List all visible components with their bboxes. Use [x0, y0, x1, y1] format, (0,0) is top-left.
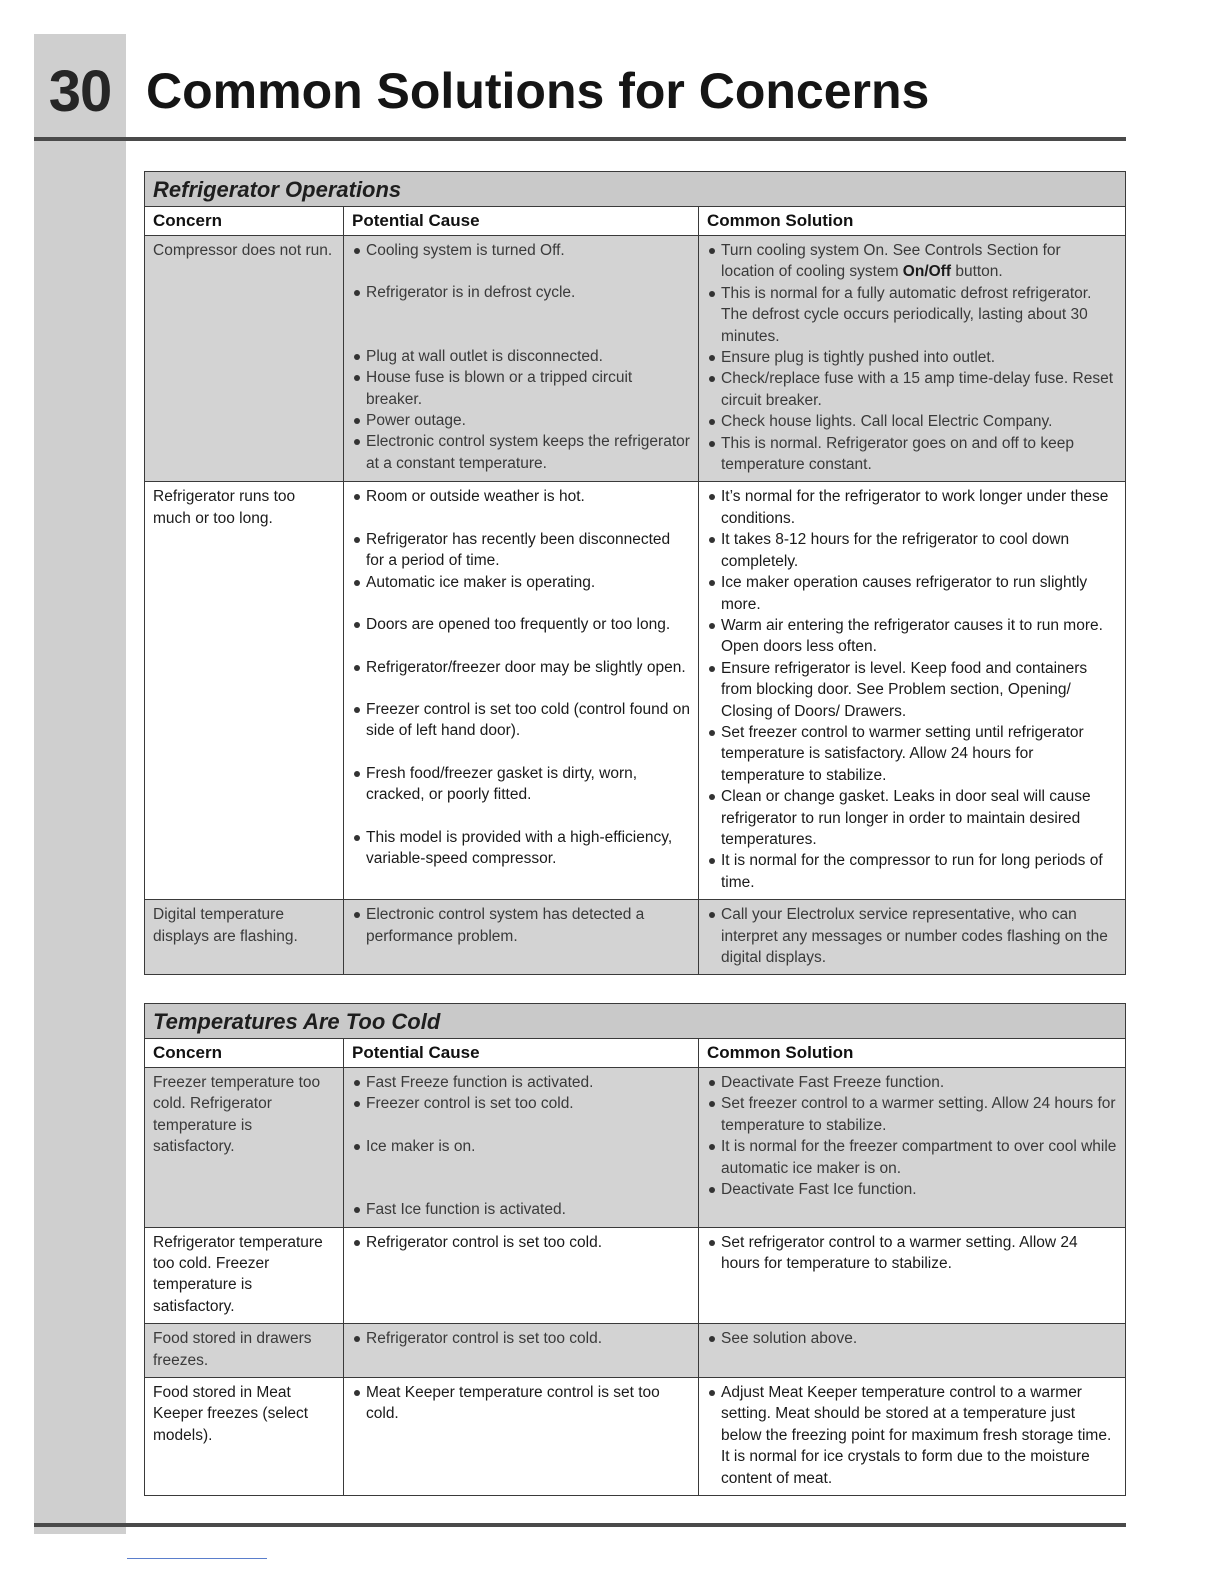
concern-cell: Compressor does not run.: [145, 236, 344, 482]
column-header-cause: Potential Cause: [344, 207, 699, 236]
solution-item: This is normal. Refrigerator goes on and off to keep temperature constant.: [707, 433, 1117, 476]
concern-cell: Food stored in Meat Keeper freezes (select models).: [145, 1378, 344, 1496]
solution-item: Set refrigerator control to a warmer setting. Allow 24 hours for temperature to stabilize.: [707, 1232, 1117, 1275]
solution-item: Ensure refrigerator is level. Keep food and containers from blocking door. See Problem section, Opening/ Closing of Doors/ Drawers.: [707, 658, 1117, 722]
cause-cell: [344, 900, 699, 975]
solution-item: Call your Electrolux service representative, who can interpret any messages or number codes flashing on the digital displays.: [707, 904, 1117, 968]
cause-item: Freezer control is set too cold.: [352, 1093, 690, 1114]
column-header-cause: Potential Cause: [344, 1039, 699, 1068]
solution-item: Warm air entering the refrigerator causes it to run more. Open doors less often.: [707, 615, 1117, 658]
cause-item: Doors are opened too frequently or too long.: [352, 614, 690, 635]
solution-cell: [699, 1378, 1126, 1496]
cause-item: Plug at wall outlet is disconnected.: [352, 346, 690, 367]
cause-item: Refrigerator control is set too cold.: [352, 1232, 690, 1253]
column-header-concern: Concern: [145, 207, 344, 236]
solution-item: Deactivate Fast Ice function.: [707, 1179, 1117, 1200]
refrigerator-operations-table: [144, 171, 1126, 975]
column-header-solution: Common Solution: [699, 1039, 1126, 1068]
table-row: [145, 1324, 1126, 1378]
footer-underline: [127, 1558, 267, 1559]
cause-cell: [344, 1324, 699, 1378]
cause-item: Fast Freeze function is activated.: [352, 1072, 690, 1093]
concern-cell: Freezer temperature too cold. Refrigerator temperature is satisfactory.: [145, 1068, 344, 1228]
table-row: [145, 900, 1126, 975]
header-rule: [34, 137, 1126, 141]
solution-item: Set freezer control to warmer setting until refrigerator temperature is satisfactory. Allow 24 hours for temperature to stabilize.: [707, 722, 1117, 786]
solution-item: Ensure plug is tightly pushed into outlet.: [707, 347, 1117, 368]
solution-item: Ice maker operation causes refrigerator to run slightly more.: [707, 572, 1117, 615]
table-row: [145, 1068, 1126, 1228]
solution-item: It takes 8-12 hours for the refrigerator to cool down completely.: [707, 529, 1117, 572]
side-strip: [34, 34, 126, 1534]
section-title: Refrigerator Operations: [145, 172, 1126, 207]
solution-item: This is normal for a fully automatic defrost refrigerator. The defrost cycle occurs periodically, lasting about 30 minutes.: [707, 283, 1117, 347]
cause-item: Fast Ice function is activated.: [352, 1199, 690, 1220]
concern-cell: Digital temperature displays are flashing.: [145, 900, 344, 975]
column-header-solution: Common Solution: [699, 207, 1126, 236]
solution-item: Turn cooling system On. See Controls Section for location of cooling system On/Off button.: [707, 240, 1117, 283]
solution-item: Check/replace fuse with a 15 amp time-delay fuse. Reset circuit breaker.: [707, 368, 1117, 411]
table-row: [145, 1378, 1126, 1496]
page-title: Common Solutions for Concerns: [146, 63, 930, 119]
footer-rule: [34, 1523, 1126, 1527]
cause-item: Cooling system is turned Off.: [352, 240, 690, 261]
cause-item: Power outage.: [352, 410, 690, 431]
cause-item: Refrigerator is in defrost cycle.: [352, 282, 690, 303]
cause-item: Freezer control is set too cold (control found on side of left hand door).: [352, 699, 690, 742]
solution-cell: [699, 1068, 1126, 1228]
solution-item: Check house lights. Call local Electric Company.: [707, 411, 1117, 432]
solution-cell: [699, 482, 1126, 900]
column-header-concern: Concern: [145, 1039, 344, 1068]
cause-item: Electronic control system has detected a performance problem.: [352, 904, 690, 947]
table-row: [145, 482, 1126, 900]
cause-item: Refrigerator has recently been disconnected for a period of time.: [352, 529, 690, 572]
cause-cell: [344, 1227, 699, 1324]
cause-cell: [344, 1068, 699, 1228]
cause-item: Refrigerator control is set too cold.: [352, 1328, 690, 1349]
solution-item: It’s normal for the refrigerator to work longer under these conditions.: [707, 486, 1117, 529]
table-row: [145, 236, 1126, 482]
cause-item: Electronic control system keeps the refrigerator at a constant temperature.: [352, 431, 690, 474]
page-number: 30: [48, 59, 112, 124]
solution-item: Set freezer control to a warmer setting. Allow 24 hours for temperature to stabilize.: [707, 1093, 1117, 1136]
cause-item: Meat Keeper temperature control is set too cold.: [352, 1382, 690, 1425]
concern-cell: Food stored in drawers freezes.: [145, 1324, 344, 1378]
cause-item: This model is provided with a high-efficiency, variable-speed compressor.: [352, 827, 690, 870]
solution-cell: [699, 1227, 1126, 1324]
cause-cell: [344, 236, 699, 482]
cause-item: Fresh food/freezer gasket is dirty, worn, cracked, or poorly fitted.: [352, 763, 690, 806]
solution-cell: [699, 1324, 1126, 1378]
cause-cell: [344, 1378, 699, 1496]
solution-cell: [699, 900, 1126, 975]
concern-cell: Refrigerator temperature too cold. Freezer temperature is satisfactory.: [145, 1227, 344, 1324]
concern-cell: Refrigerator runs too much or too long.: [145, 482, 344, 900]
table-row: [145, 1227, 1126, 1324]
solution-cell: [699, 236, 1126, 482]
solution-item: It is normal for the freezer compartment to over cool while automatic ice maker is on.: [707, 1136, 1117, 1179]
cause-item: House fuse is blown or a tripped circuit breaker.: [352, 367, 690, 410]
solution-item: Deactivate Fast Freeze function.: [707, 1072, 1117, 1093]
cause-item: Room or outside weather is hot.: [352, 486, 690, 507]
section-title: Temperatures Are Too Cold: [145, 1004, 1126, 1039]
solution-item: Adjust Meat Keeper temperature control to a warmer setting. Meat should be stored at a temperature just below the freezing point for maximum fresh storage time. It is normal for ice crystals to form due to the moisture content of meat.: [707, 1382, 1117, 1489]
cause-item: Refrigerator/freezer door may be slightly open.: [352, 657, 690, 678]
temperatures-too-cold-table: [144, 1003, 1126, 1496]
solution-item: It is normal for the compressor to run for long periods of time.: [707, 850, 1117, 893]
solution-item: Clean or change gasket. Leaks in door seal will cause refrigerator to run longer in order to maintain desired temperatures.: [707, 786, 1117, 850]
solution-item: See solution above.: [707, 1328, 1117, 1349]
cause-item: Ice maker is on.: [352, 1136, 690, 1157]
cause-item: Automatic ice maker is operating.: [352, 572, 690, 593]
cause-cell: [344, 482, 699, 900]
